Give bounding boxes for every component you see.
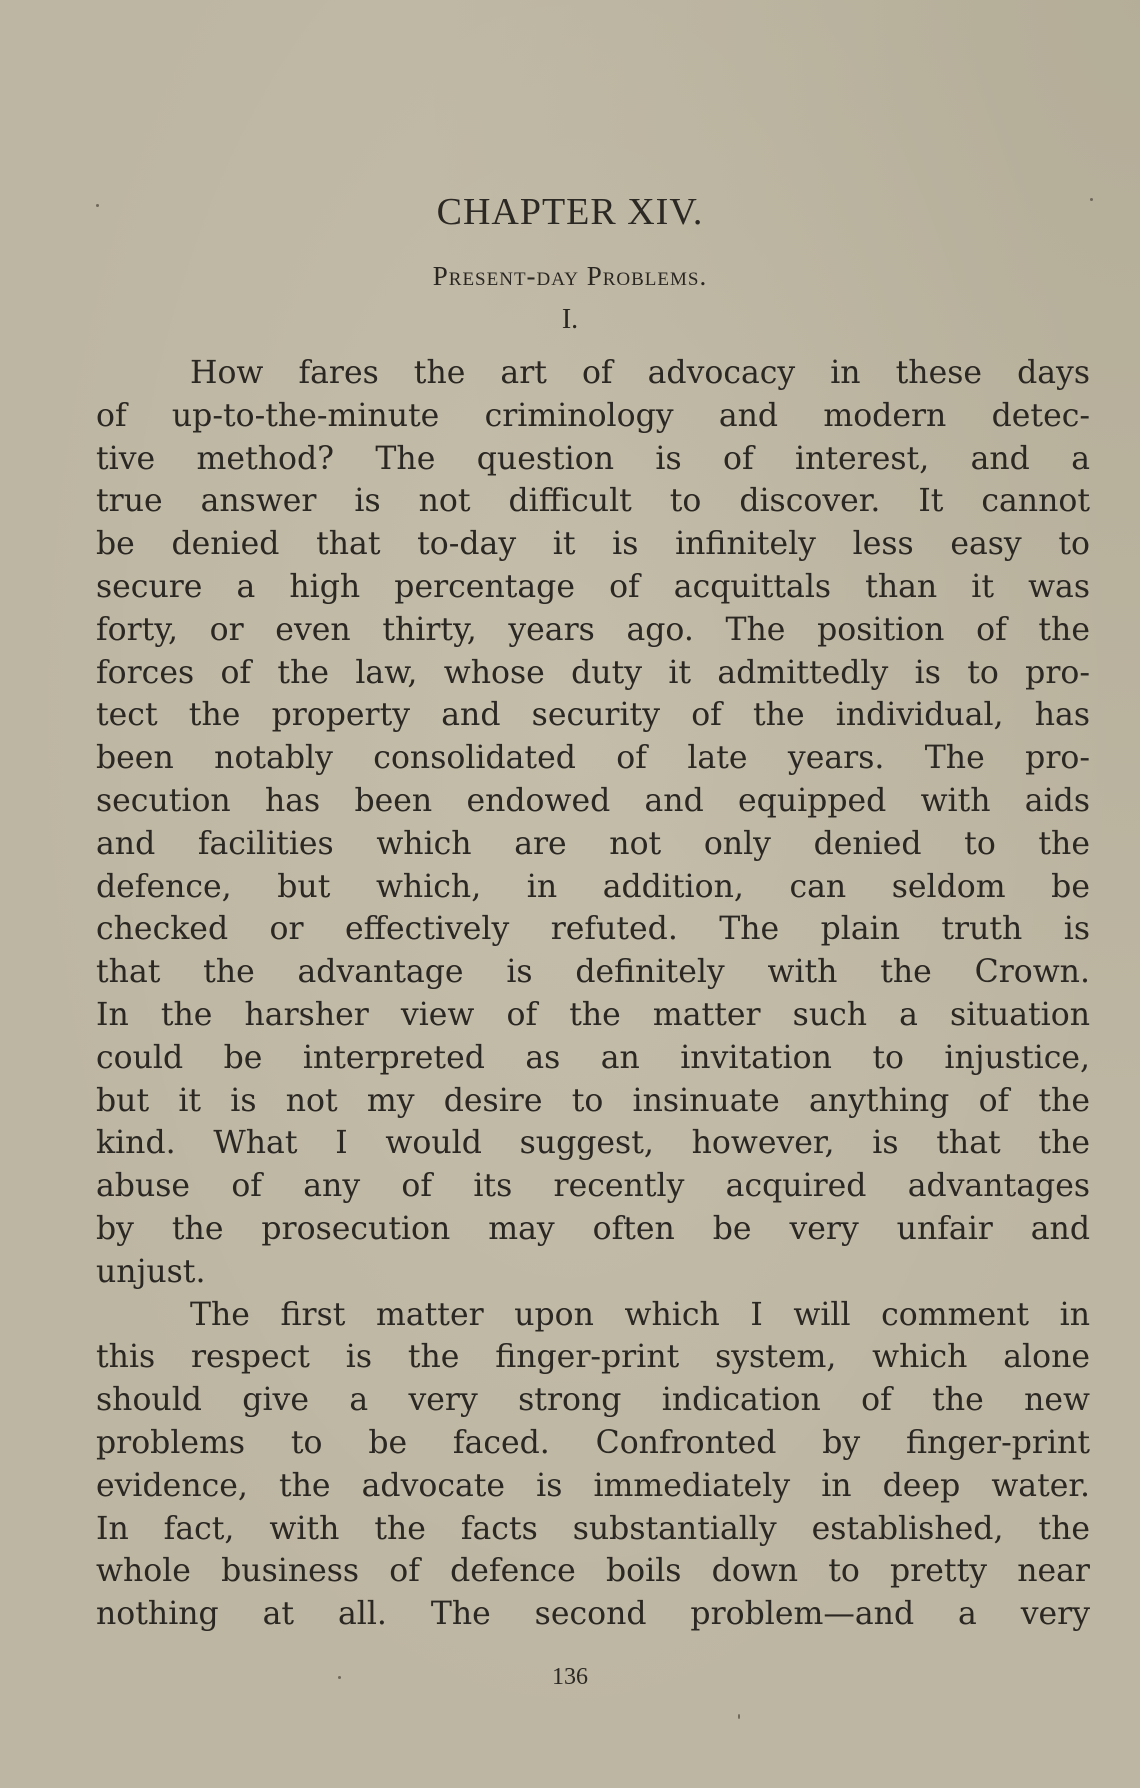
- text-line: of up-to-the-minute criminology and modern detec-: [96, 397, 1090, 434]
- text-line: evidence, the advocate is immediately in deep water.: [96, 1467, 1090, 1504]
- text-line: abuse of any of its recently acquired advantages: [96, 1168, 1090, 1205]
- text-line: tect the property and security of the individual, has: [96, 697, 1090, 734]
- text-line: secution has been endowed and equipped with aids: [96, 782, 1090, 819]
- text-line: How fares the art of advocacy in these days: [190, 355, 1090, 391]
- text-line: and facilities which are not only denied to the: [96, 825, 1090, 862]
- text-line: this respect is the finger-print system, which alone: [96, 1339, 1090, 1376]
- text-line: The first matter upon which I will comment in: [190, 1296, 1090, 1333]
- chapter-title: CHAPTER XIV.: [436, 191, 704, 233]
- text-line: whole business of defence boils down to pretty near: [96, 1553, 1090, 1590]
- text-line: secure a high percentage of acquittals than it was: [96, 568, 1090, 605]
- text-line: unjust.: [96, 1253, 206, 1290]
- text-line: defence, but which, in addition, can seldom be: [96, 868, 1090, 905]
- text-line: true answer is not difficult to discover. It cannot: [96, 483, 1090, 520]
- section-title: Present-day Problems.: [432, 261, 708, 291]
- text-line: kind. What I would suggest, however, is that the: [96, 1125, 1090, 1162]
- text-line: tive method? The question is of interest, and a: [96, 440, 1090, 477]
- text-line: by the prosecution may often be very unfair and: [96, 1210, 1090, 1247]
- text-line: In the harsher view of the matter such a situation: [96, 996, 1090, 1033]
- text-line: In fact, with the facts substantially established, the: [96, 1510, 1090, 1547]
- text-line: checked or effectively refuted. The plain truth is: [96, 911, 1090, 948]
- page-number: 136: [552, 1664, 588, 1690]
- section-number: I.: [561, 304, 579, 335]
- text-line: problems to be faced. Confronted by finger-print: [96, 1424, 1090, 1461]
- text-line: nothing at all. The second problem—and a very: [96, 1596, 1090, 1633]
- text-line: could be interpreted as an invitation to injustice,: [96, 1039, 1090, 1076]
- text-line: should give a very strong indication of the new: [96, 1382, 1090, 1419]
- body-text: [96, 352, 1090, 1636]
- text-line: be denied that to-day it is infinitely less easy to: [96, 526, 1090, 563]
- text-line: forty, or even thirty, years ago. The position of the: [96, 611, 1090, 648]
- text-line: forces of the law, whose duty it admittedly is to pro-: [96, 654, 1090, 691]
- paper-speck: [1090, 198, 1093, 201]
- text-line: been notably consolidated of late years. The pro-: [96, 740, 1090, 777]
- paper-speck: [96, 204, 99, 207]
- paper-speck: [338, 1676, 341, 1679]
- paragraph-2: [96, 1294, 1090, 1636]
- paragraph-1: [96, 352, 1090, 1294]
- text-line: but it is not my desire to insinuate anything of the: [96, 1082, 1090, 1119]
- text-line: that the advantage is definitely with the Crown.: [96, 954, 1090, 991]
- paper-speck: [738, 1714, 740, 1719]
